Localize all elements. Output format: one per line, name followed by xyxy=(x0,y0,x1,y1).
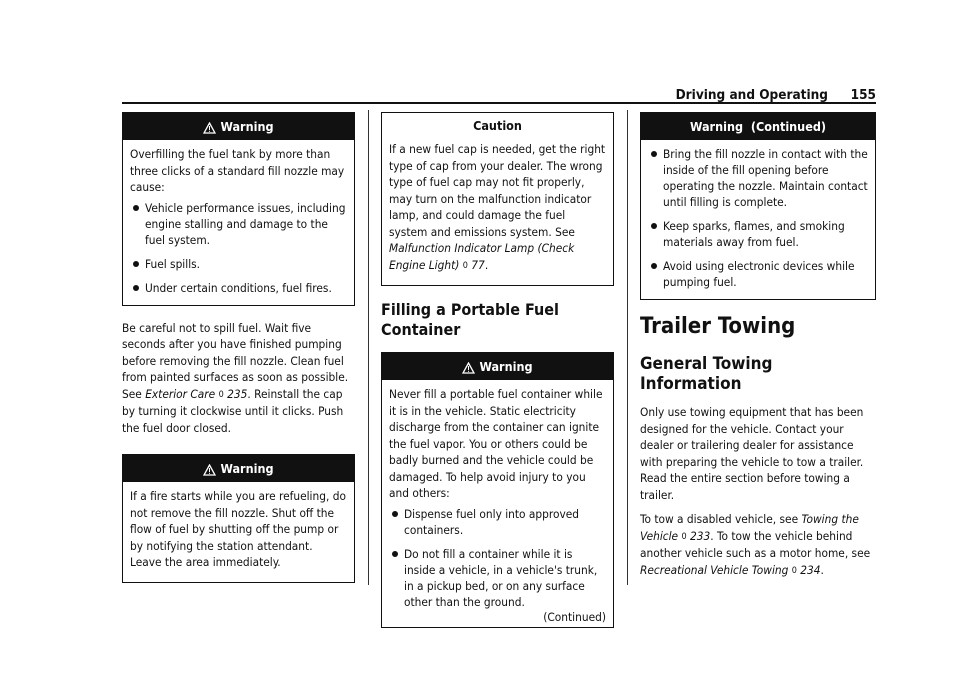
subheading-general-towing: General Towing Information xyxy=(640,354,773,394)
caution-box-fuel-cap xyxy=(381,112,614,286)
header-rule xyxy=(122,102,876,104)
bullet-icon xyxy=(133,285,139,291)
warning-bullet: Do not fill a container while it is inside a vehicle, in a vehicle's trunk, in a pickup bed, or on any surface other than the ground. xyxy=(389,546,606,610)
warning-box-overfill xyxy=(122,112,355,306)
caution-text: If a new fuel cap is needed, get the right type of cap from your dealer. The wrong type of fuel cap may not fit properly, may turn on the malfunction indicator lamp, and could damage the fuel system and emissions system. See Malfunction Indicator Lamp (Check Engine Light) 0 77. xyxy=(389,141,606,274)
warning-intro: Overfilling the fuel tank by more than three clicks of a standard fill nozzle may cause: xyxy=(130,147,345,194)
warning-box-portable xyxy=(381,352,614,628)
bullet-icon xyxy=(392,511,398,517)
section-heading-trailer-towing: Trailer Towing xyxy=(640,314,796,339)
paragraph-spill: Be careful not to spill fuel. Wait five seconds after you have finished pumping before removing the fill nozzle. Clean fuel from painted surfaces as soon as possible. See Exterior Care 0 235. Reinstall the cap by turning it clockwise until it clicks. Push the fuel door closed. xyxy=(122,320,349,435)
warning-header xyxy=(123,455,354,482)
warning-triangle-icon xyxy=(203,122,216,134)
warning-box-continued xyxy=(640,112,876,300)
warning-header xyxy=(382,353,613,380)
bullet-icon xyxy=(651,263,657,269)
warning-box-fire xyxy=(122,454,355,583)
warning-title: Warning xyxy=(220,119,274,134)
warning-triangle-icon xyxy=(462,362,475,374)
page-ref-arrow-icon: 0 xyxy=(462,260,468,271)
column-3 xyxy=(640,112,876,587)
page-ref-arrow-icon: 0 xyxy=(218,389,224,400)
xref-page[interactable]: 234 xyxy=(800,562,821,577)
running-header-section: Driving and Operating xyxy=(675,87,828,103)
xref-page[interactable]: 235 xyxy=(227,386,248,401)
column-2 xyxy=(381,112,614,628)
xref-link-rv-towing[interactable]: Recreational Vehicle Towing xyxy=(640,562,789,577)
warning-bullet: Fuel spills. xyxy=(130,256,347,272)
paragraph-towing-equipment: Only use towing equipment that has been designed for the vehicle. Contact your dealer or trailering dealer for assistance with preparing the vehicle to tow a trailer. Read the entire section before towing a trailer. xyxy=(640,405,864,502)
warning-title: Warning (Continued) xyxy=(689,119,827,134)
bullet-icon xyxy=(133,261,139,267)
warning-bullet: Dispense fuel only into approved containers. xyxy=(389,506,606,538)
warning-triangle-icon xyxy=(203,464,216,476)
page-number: 155 xyxy=(850,87,876,103)
caution-header xyxy=(382,113,613,139)
warning-bullet: Avoid using electronic devices while pumping fuel. xyxy=(648,258,868,290)
column-divider-left xyxy=(368,110,369,585)
continued-label: (Continued) xyxy=(543,609,606,624)
warning-bullet: Vehicle performance issues, including engine stalling and damage to the fuel system. xyxy=(130,200,347,248)
xref-page[interactable]: 233 xyxy=(690,528,711,543)
warning-title: Warning xyxy=(479,359,533,374)
warning-header xyxy=(641,113,875,140)
warning-header xyxy=(123,113,354,140)
caution-title: Caution xyxy=(473,118,522,133)
page-ref-arrow-icon: 0 xyxy=(681,531,687,542)
xref-page[interactable]: 77 xyxy=(471,257,485,272)
xref-link-mil[interactable]: Malfunction Indicator Lamp (Check Engine Light) xyxy=(389,241,575,272)
warning-bullet: Under certain conditions, fuel fires. xyxy=(130,280,347,296)
xref-link-towing-vehicle[interactable]: Towing the Vehicle xyxy=(640,512,859,543)
bullet-icon xyxy=(651,223,657,229)
warning-bullet: Keep sparks, flames, and smoking materials away from fuel. xyxy=(648,218,868,250)
warning-bullet: Bring the fill nozzle in contact with the inside of the fill opening before operating the nozzle. Maintain contact until filling is complete. xyxy=(648,146,868,210)
warning-intro: Never fill a portable fuel container while it is in the vehicle. Static electricity discharge from the container can ignite the fuel vapor. You or others could be badly burned and the vehicle could be damaged. To help avoid injury to you and others: xyxy=(389,387,603,500)
bullet-icon xyxy=(651,151,657,157)
page-ref-arrow-icon: 0 xyxy=(791,565,797,576)
column-1 xyxy=(122,112,355,597)
warning-text: If a fire starts while you are refueling, do not remove the fill nozzle. Shut off the flow of fuel by shutting off the pump or by notifying the station attendant. Leave the area immediately. xyxy=(130,489,346,569)
bullet-icon xyxy=(133,205,139,211)
column-divider-right xyxy=(627,110,628,585)
bullet-icon xyxy=(392,551,398,557)
paragraph-tow-disabled: To tow a disabled vehicle, see Towing the Vehicle 0 233. To tow the vehicle behind another vehicle such as a motor home, see Recreational Vehicle Towing 0 234. xyxy=(640,511,876,579)
xref-link-exterior-care[interactable]: Exterior Care xyxy=(145,386,216,401)
section-heading-portable-container: Filling a Portable Fuel Container xyxy=(381,300,559,339)
warning-title: Warning xyxy=(220,461,274,476)
